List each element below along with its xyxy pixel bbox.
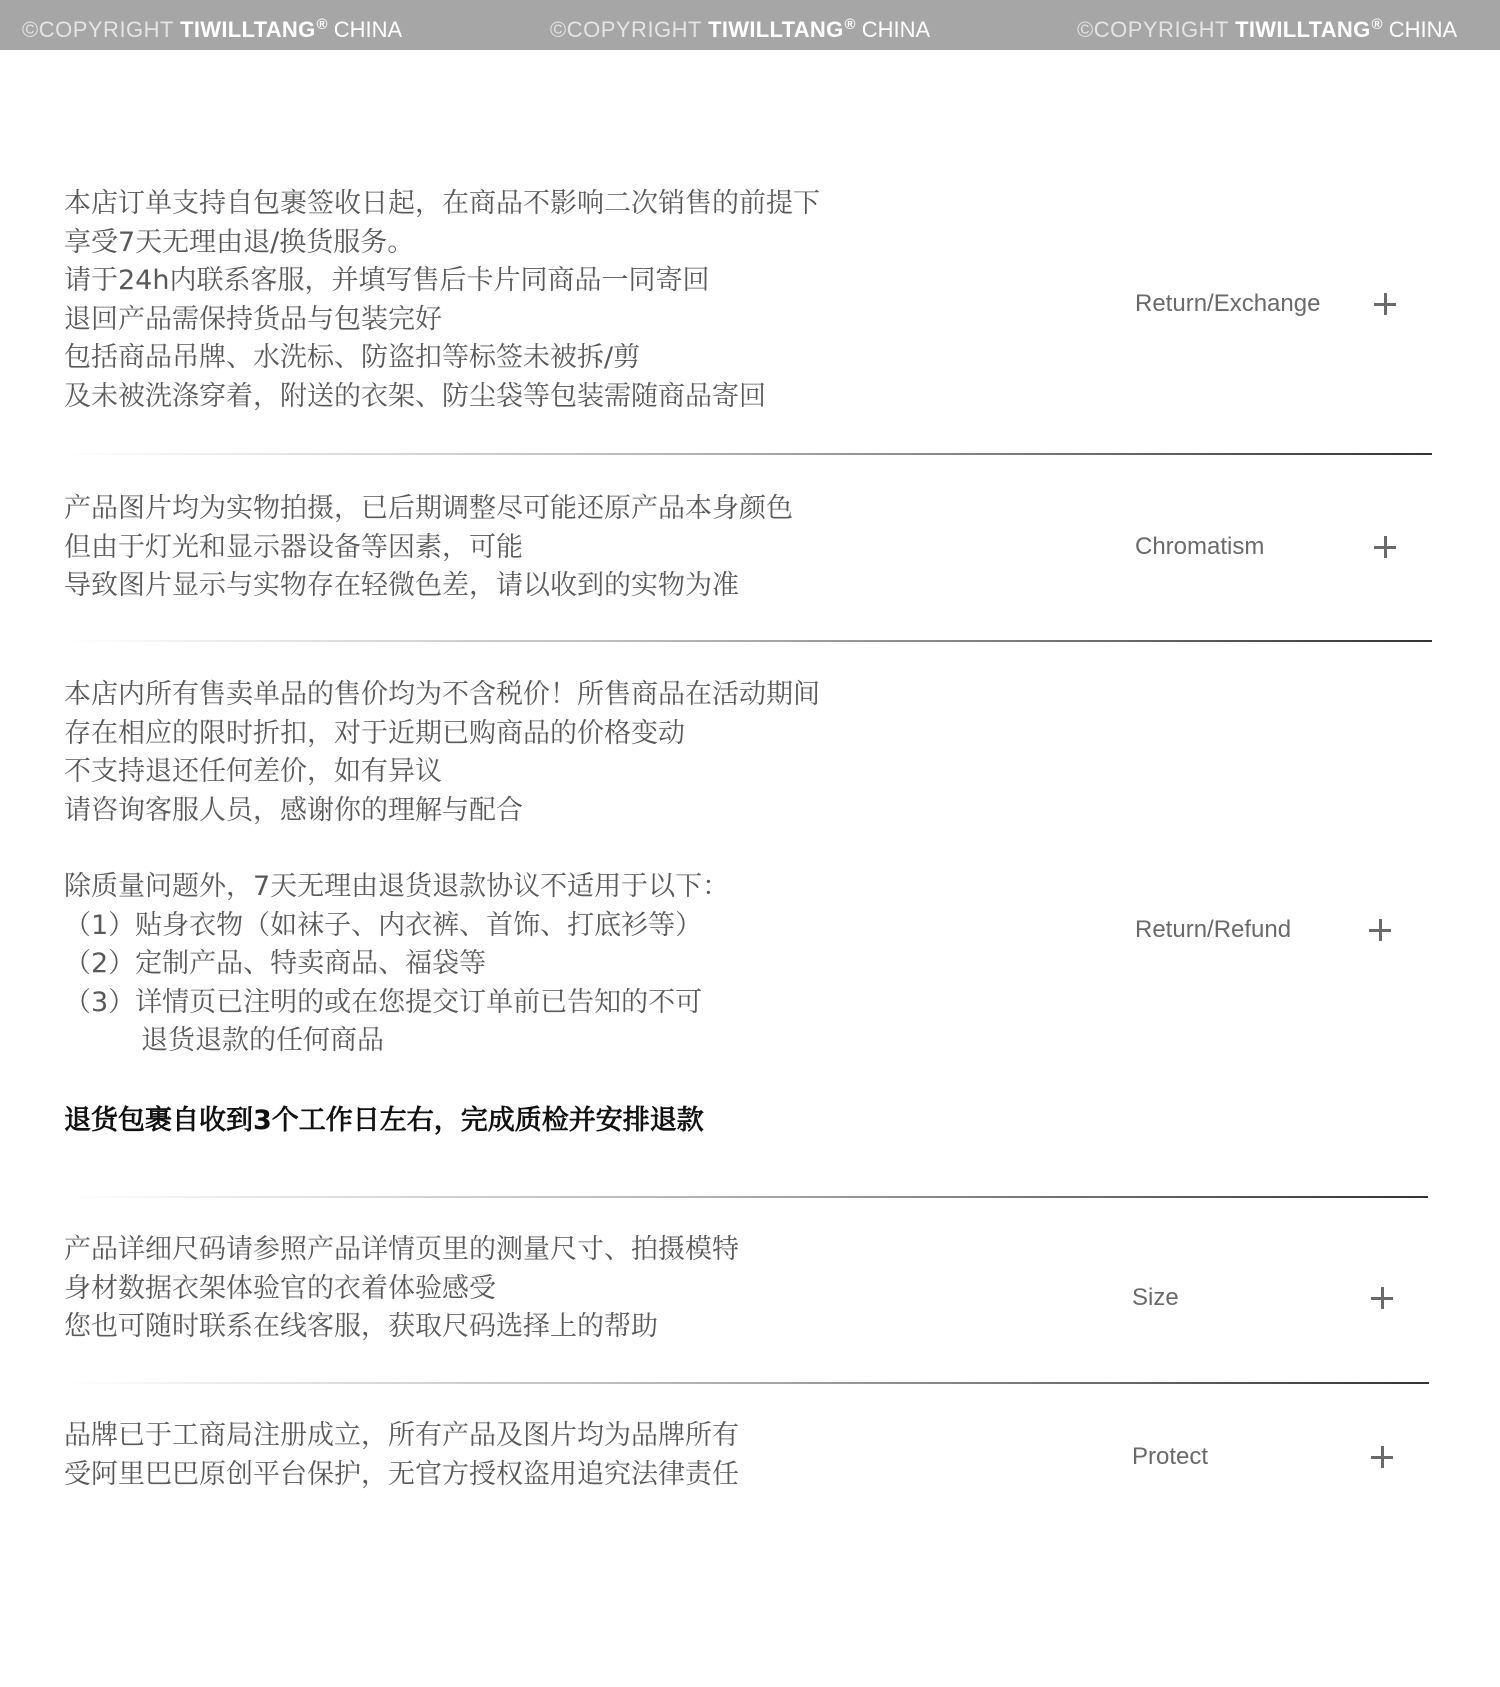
text-line: 产品详细尺码请参照产品详情页里的测量尺寸、拍摄模特 <box>64 1234 739 1265</box>
plus-icon[interactable] <box>1374 293 1396 315</box>
section-label-chromatism[interactable]: Chromatism <box>1135 533 1265 560</box>
watermark-copyright: ©COPYRIGHT <box>550 17 702 42</box>
text-line: 请咨询客服人员，感谢你的理解与配合 <box>64 794 523 826</box>
watermark-bar <box>0 0 1500 50</box>
section-text <box>64 1417 739 1494</box>
text-line: 请于24h内联系客服，并填写售后卡片同商品一同寄回 <box>64 265 710 296</box>
refund-note: 退货包裹自收到3个工作日左右，完成质检并安排退款 <box>64 1104 704 1136</box>
text-line: （3）详情页已注明的或在您提交订单前已告知的不可 <box>64 986 703 1018</box>
plus-icon[interactable] <box>1374 536 1396 558</box>
text-line: 享受7天无理由退/换货服务。 <box>64 226 415 258</box>
plus-icon[interactable] <box>1371 1446 1393 1468</box>
text-line: 但由于灯光和显示器设备等因素，可能 <box>64 531 523 563</box>
text-line: 导致图片显示与实物存在轻微色差，请以收到的实物为准 <box>64 570 739 601</box>
text-line: 除质量问题外，7天无理由退货退款协议不适用于以下： <box>64 871 730 902</box>
section-text <box>64 490 793 606</box>
spacer <box>64 1061 820 1102</box>
text-line: 不支持退还任何差价，如有异议 <box>64 756 442 787</box>
text-line: 退货退款的任何商品 <box>141 1025 384 1056</box>
text-line: （1）贴身衣物（如袜子、内衣裤、首饰、打底衫等） <box>64 909 703 941</box>
text-line: 产品图片均为实物拍摄，已后期调整尽可能还原产品本身颜色 <box>64 493 793 524</box>
section-text <box>64 676 820 1140</box>
watermark-brand: TIWILLTANG <box>180 17 316 42</box>
watermark-region: CHINA <box>861 17 931 42</box>
section-label-protect[interactable]: Protect <box>1132 1443 1209 1470</box>
text-line: 本店订单支持自包裹签收日起，在商品不影响二次销售的前提下 <box>64 188 820 219</box>
watermark <box>22 11 402 44</box>
text-line: 存在相应的限时折扣，对于近期已购商品的价格变动 <box>64 717 685 749</box>
text-line: 您也可随时联系在线客服，获取尺码选择上的帮助 <box>64 1311 658 1342</box>
watermark-region: CHINA <box>333 17 403 42</box>
divider <box>64 640 1432 642</box>
spacer <box>64 830 820 868</box>
watermark-reg: ® <box>1371 16 1383 33</box>
watermark <box>1077 11 1457 44</box>
text-line: 退回产品需保持货品与包装完好 <box>64 303 442 335</box>
section-text <box>64 185 820 416</box>
text-line: 及未被洗涤穿着，附送的衣架、防尘袋等包装需随商品寄回 <box>64 380 766 412</box>
watermark-brand: TIWILLTANG <box>708 17 844 42</box>
watermark-copyright: ©COPYRIGHT <box>22 17 174 42</box>
watermark-region: CHINA <box>1388 17 1458 42</box>
text-line: 受阿里巴巴原创平台保护，无官方授权盗用追究法律责任 <box>64 1458 739 1490</box>
section-label-return-refund[interactable]: Return/Refund <box>1135 916 1292 943</box>
watermark-reg: ® <box>844 16 856 33</box>
text-line: 品牌已于工商局注册成立，所有产品及图片均为品牌所有 <box>64 1420 739 1451</box>
text-line: 身材数据衣架体验官的衣着体验感受 <box>64 1272 496 1304</box>
section-label-size[interactable]: Size <box>1132 1284 1179 1311</box>
text-line: 包括商品吊牌、水洗标、防盗扣等标签未被拆/剪 <box>64 342 641 373</box>
watermark <box>550 11 930 44</box>
watermark-reg: ® <box>316 16 328 33</box>
divider <box>64 1196 1428 1198</box>
section-text <box>64 1231 739 1347</box>
text-line: 本店内所有售卖单品的售价均为不含税价！所售商品在活动期间 <box>64 679 820 710</box>
watermark-copyright: ©COPYRIGHT <box>1077 17 1229 42</box>
divider <box>64 453 1432 455</box>
watermark-brand: TIWILLTANG <box>1235 17 1371 42</box>
text-line: （2）定制产品、特卖商品、福袋等 <box>64 948 487 979</box>
plus-icon[interactable] <box>1371 1287 1393 1309</box>
section-label-return-exchange[interactable]: Return/Exchange <box>1135 290 1321 317</box>
divider <box>64 1382 1429 1384</box>
plus-icon[interactable] <box>1369 919 1391 941</box>
